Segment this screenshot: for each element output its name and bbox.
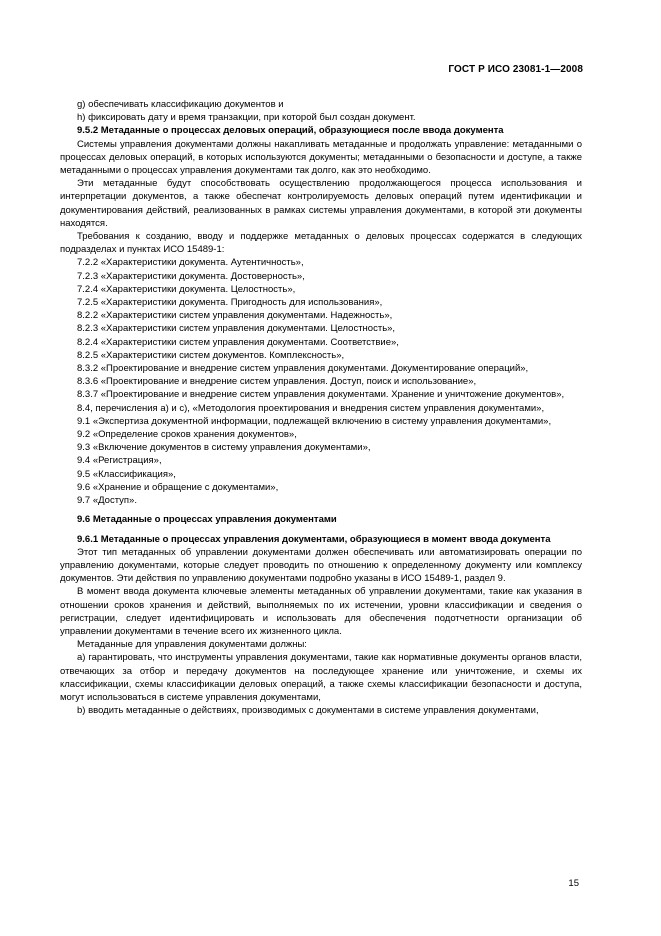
body-paragraph: 8.3.7 «Проектирование и внедрение систем управления документами. Хранение и уничтожение документов», bbox=[77, 389, 565, 401]
document-body bbox=[60, 98, 582, 717]
body-paragraph: 8.2.2 «Характеристики систем управления документами. Надежность», bbox=[77, 310, 393, 322]
body-paragraph: 7.2.5 «Характеристики документа. Пригодность для использования», bbox=[77, 297, 383, 309]
body-paragraph: g) обеспечивать классификацию документов и bbox=[77, 99, 284, 110]
body-paragraph: 9.2 «Определение сроков хранения документов», bbox=[77, 429, 297, 441]
body-paragraph: 8.3.6 «Проектирование и внедрение систем управления. Доступ, поиск и использование», bbox=[77, 376, 477, 388]
body-paragraph: 9.3 «Включение документов в систему управления документами», bbox=[77, 442, 371, 454]
body-paragraph: 7.2.4 «Характеристики документа. Целостность», bbox=[77, 283, 296, 295]
body-paragraph: 9.5 «Классификация», bbox=[77, 468, 176, 480]
body-paragraph: 9.7 «Доступ». bbox=[77, 495, 137, 507]
section-heading: 9.5.2 Метаданные о процессах деловых операций, образующиеся после ввода документа bbox=[77, 125, 504, 137]
body-paragraph: a) гарантировать, что инструменты управления документами, такие как нормативные документы органов власти, отвечающих за отбор и передачу документов на последующее хранение или уничтожение, и схемы их классификации, схемы классификации деловых операций, а также схемы классификации безопасности и доступа, могут использоваться в системе управления документами, bbox=[60, 652, 582, 703]
body-paragraph: b) вводить метаданные о действиях, производимых с документами в системе управления документами, bbox=[77, 705, 539, 717]
section-heading: 9.6 Метаданные о процессах управления документами bbox=[77, 514, 337, 526]
body-paragraph: 8.2.4 «Характеристики систем управления документами. Соответствие», bbox=[77, 336, 399, 348]
body-paragraph: В момент ввода документа ключевые элементы метаданных об управлении документами, такие как указания в отношении сроков хранения и действий, выполняемых по их истечении, уровни классификации и сведения о регистрации, следует идентифицировать и использовать для обеспечения подотчетности организации об управлении документами в течение всего их жизненного цикла. bbox=[60, 586, 582, 637]
body-paragraph: Эти метаданные будут способствовать осуществлению продолжающегося процесса использования и интерпретации документов, а также обеспечат контролируемость деловых операций путем идентификации и документирования действий, реализованных в рамках системы управления документами, в которой эти документы находятся. bbox=[60, 178, 582, 229]
body-paragraph: h) фиксировать дату и время транзакции, при которой был создан документ. bbox=[77, 112, 416, 124]
body-paragraph: 9.1 «Экспертиза документной информации, подлежащей включению в систему управления документами», bbox=[77, 415, 552, 427]
body-paragraph: Метаданные для управления документами должны: bbox=[77, 639, 307, 651]
body-paragraph: 8.3.2 «Проектирование и внедрение систем управления документами. Документирование операций», bbox=[77, 363, 529, 375]
body-paragraph: 8.2.3 «Характеристики систем управления документами. Целостность», bbox=[77, 323, 396, 335]
body-paragraph: 8.2.5 «Характеристики систем документов. Комплексность», bbox=[77, 349, 345, 361]
body-paragraph: Системы управления документами должны накапливать метаданные и продолжать управление: метаданными о процессах деловых операций, в которых используются документы; метаданными о безопасности и доступе, а также метаданными о процессах управления документами так долго, как это необходимо. bbox=[60, 138, 582, 177]
body-paragraph: Требования к созданию, вводу и поддержке метаданных о деловых процессах содержатся в следующих подразделах и пунктах ИСО 15489-1: bbox=[60, 231, 582, 256]
body-paragraph: 7.2.2 «Характеристики документа. Аутентичность», bbox=[77, 257, 304, 269]
document-standard-header: ГОСТ Р ИСО 23081-1—2008 bbox=[448, 64, 583, 75]
body-paragraph: 9.4 «Регистрация», bbox=[77, 455, 162, 467]
body-paragraph: 9.6 «Хранение и обращение с документами», bbox=[77, 481, 279, 493]
page-number: 15 bbox=[568, 878, 579, 889]
body-paragraph: Этот тип метаданных об управлении документами должен обеспечивать или автоматизировать операции по управлению документами, которые следует проводить по отношению к определенному документу или комплексу документов. Эти действия по управлению документами подробно указаны в ИСО 15489-1, раздел 9. bbox=[60, 546, 582, 585]
section-heading: 9.6.1 Метаданные о процессах управления документами, образующиеся в момент ввода документа bbox=[77, 533, 551, 545]
body-paragraph: 7.2.3 «Характеристики документа. Достоверность», bbox=[77, 270, 305, 282]
body-paragraph: 8.4, перечисления a) и c), «Методология проектирования и внедрения систем управления документами», bbox=[77, 402, 545, 414]
